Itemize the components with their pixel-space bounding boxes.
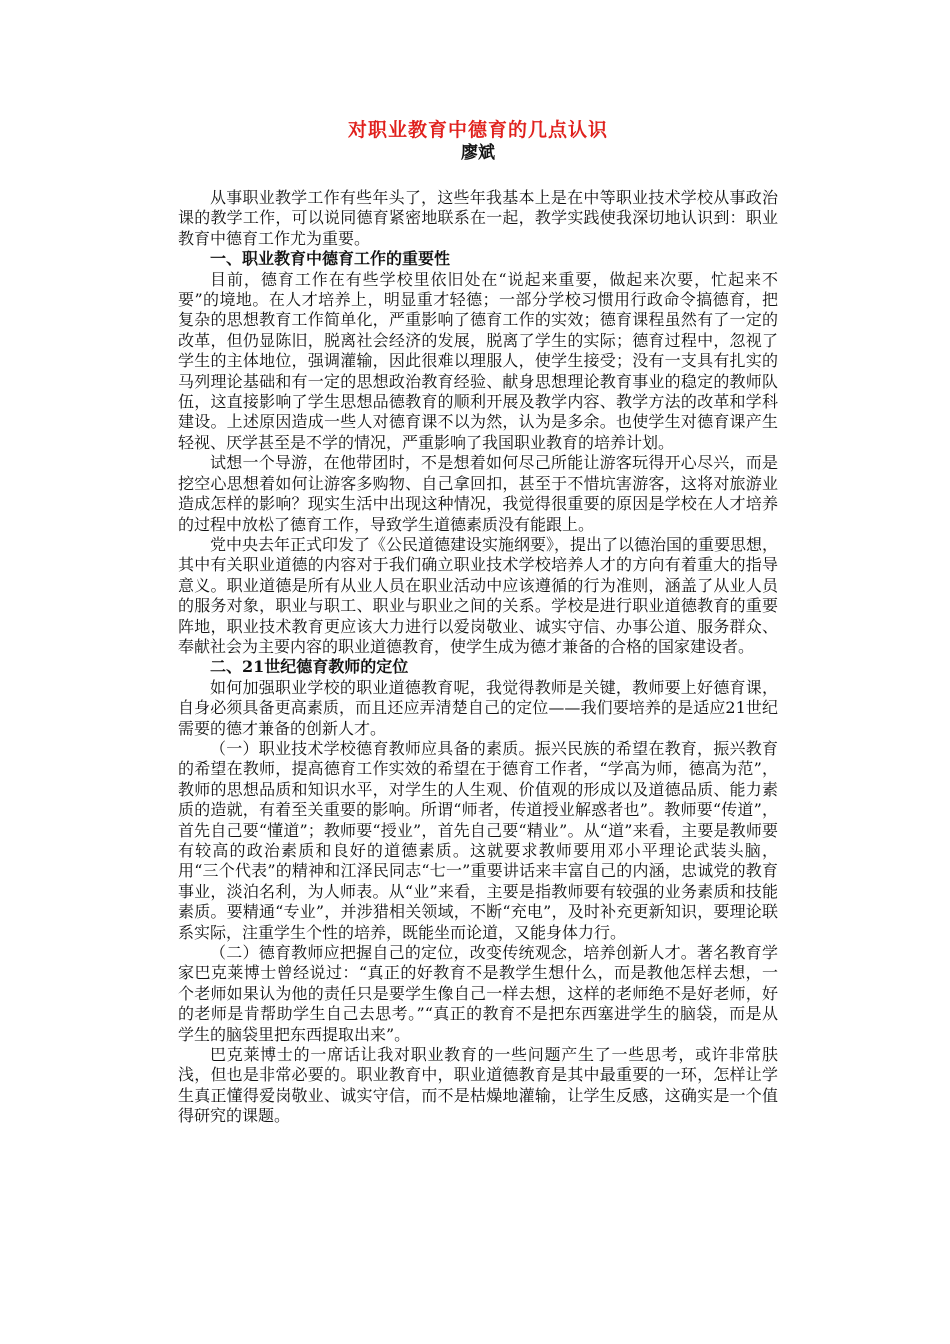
body-paragraph: 目前，德育工作在有些学校里依旧处在“说起来重要，做起来次要，忙起来不要”的境地。在人才培养上，明显重才轻德；一部分学校习惯用行政命令搞德育，把复杂的思想教育工作简单化，严重影响了德育工作的实效；德育课程虽然有了一定的改革，但仍显陈旧，脱离社会经济的发展，脱离了学生的实际；德育过程中，忽视了学生的主体地位，强调灌输，因此很难以理服人，使学生接受；没有一支具有扎实的马列理论基础和有一定的思想政治教育经验、献身思想理论教育事业的稳定的教师队伍，这直接影响了学生思想品德教育的顺利开展及教学内容、教学方法的改革和学科建设。上述原因造成一些人对德育课不以为然，认为是多余。也使学生对德育课产生轻视、厌学甚至是不学的情况，严重影响了我国职业教育的培养计划。 xyxy=(178,269,778,452)
document-author: 廖斌 xyxy=(461,143,495,163)
section-heading: 二、21世纪德育教师的定位 xyxy=(210,657,409,677)
body-paragraph: （二）德育教师应把握自己的定位，改变传统观念，培养创新人才。著名教育学家巴克莱博士曾经说过：“真正的好教育不是教学生想什么，而是教他怎样去想，一个老师如果认为他的责任只是要学生像自己一样去想，这样的老师绝不是好老师，好的老师是肯帮助学生自己去思考。”“真正的教育不是把东西塞进学生的脑袋，而是从学生的脑袋里把东西提取出来”。 xyxy=(178,943,778,1044)
body-paragraph: 如何加强职业学校的职业道德教育呢，我觉得教师是关键，教师要上好德育课，自身必须具备更高素质，而且还应弄清楚自己的定位——我们要培养的是适应21世纪需要的德才兼备的创新人才。 xyxy=(178,677,778,738)
body-paragraph: （一）职业技术学校德育教师应具备的素质。振兴民族的希望在教育，振兴教育的希望在教师，提高德育工作实效的希望在于德育工作者，“学高为师，德高为范”，教师的思想品质和知识水平，对学生的人生观、价值观的形成以及道德品质、能力素质的造就，有着至关重要的影响。所谓“师者，传道授业解惑者也”。教师要“传道”，首先自己要“懂道”；教师要“授业”，首先自己要“精业”。从“道”来看，主要是教师要有较高的政治素质和良好的道德素质。这就要求教师要用邓小平理论武装头脑，用“三个代表”的精神和江泽民同志“七一”重要讲话来丰富自己的内涵，忠诚党的教育事业，淡泊名利，为人师表。从“业”来看，主要是指教师要有较强的业务素质和技能素质。要精通“专业”，并涉猎相关领域，不断“充电”，及时补充更新知识，要理论联系实际，注重学生个性的培养，既能坐而论道，又能身体力行。 xyxy=(178,738,778,942)
document-title: 对职业教育中德育的几点认识 xyxy=(347,119,608,141)
document-body xyxy=(178,188,778,1127)
body-paragraph: 从事职业教学工作有些年头了，这些年我基本上是在中等职业技术学校从事政治课的教学工作，可以说同德育紧密地联系在一起，教学实践使我深切地认识到：职业教育中德育工作尤为重要。 xyxy=(178,188,778,248)
body-paragraph: 试想一个导游，在他带团时，不是想着如何尽己所能让游客玩得开心尽兴，而是挖空心思想着如何让游客多购物、自己拿回扣，甚至于不惜坑害游客，这将对旅游业造成怎样的影响？现实生活中出现这种情况，我觉得很重要的原因是学校在人才培养的过程中放松了德育工作，导致学生道德素质没有能跟上。 xyxy=(178,453,778,534)
section-heading: 一、职业教育中德育工作的重要性 xyxy=(210,249,451,269)
body-paragraph: 巴克莱博士的一席话让我对职业教育的一些问题产生了一些思考，或许非常肤浅，但也是非常必要的。职业教育中，职业道德教育是其中最重要的一环，怎样让学生真正懂得爱岗敬业、诚实守信，而不是枯燥地灌输，让学生反感，这确实是一个值得研究的课题。 xyxy=(178,1045,778,1126)
body-paragraph: 党中央去年正式印发了《公民道德建设实施纲要》，提出了以德治国的重要思想，其中有关职业道德的内容对于我们确立职业技术学校培养人才的方向有着重大的指导意义。职业道德是所有从业人员在职业活动中应该遵循的行为准则，涵盖了从业人员的服务对象，职业与职工、职业与职业之间的关系。学校是进行职业道德教育的重要阵地，职业技术教育更应该大力进行以爱岗敬业、诚实守信、办事公道、服务群众、奉献社会为主要内容的职业道德教育，使学生成为德才兼备的合格的国家建设者。 xyxy=(178,534,779,656)
document-page xyxy=(178,118,778,1127)
